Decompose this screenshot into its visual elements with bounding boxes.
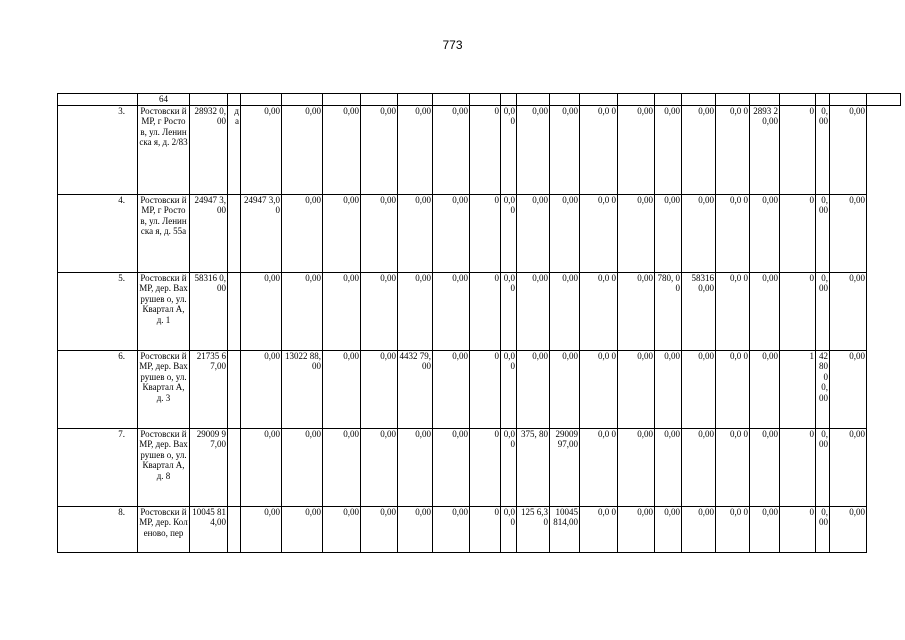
value-cell: 4432 79,00	[398, 350, 433, 428]
row-number: 5.	[58, 272, 138, 350]
value-cell: 0,00	[241, 272, 282, 350]
value-cell: 0,00	[655, 428, 682, 506]
value-cell: 0,0 0	[716, 428, 750, 506]
value-cell: 0,00	[241, 350, 282, 428]
value-cell: 0	[780, 506, 816, 552]
value-cell: 0,00	[655, 506, 682, 552]
value-cell: 375, 80	[517, 428, 550, 506]
address-cell: Ростовски й МР, дер. Вахрушев о, ул. Квартал А, д. 3	[138, 350, 190, 428]
value-cell: 0	[780, 272, 816, 350]
value-cell: 0,00	[361, 428, 398, 506]
value-cell: 0,00	[323, 272, 361, 350]
value-cell: 29009 97,00	[190, 428, 228, 506]
value-cell: 0,00	[241, 105, 282, 194]
value-cell: 0,00	[323, 350, 361, 428]
value-cell: 0,00	[816, 506, 830, 552]
value-cell: 0,00	[618, 105, 655, 194]
value-cell: 24947 3,00	[241, 194, 282, 272]
value-cell: 0,00	[398, 428, 433, 506]
value-cell: 0,00	[830, 506, 867, 552]
value-cell: 0,00	[433, 506, 470, 552]
value-cell: 0,00	[433, 194, 470, 272]
value-cell: 0,00	[398, 506, 433, 552]
value-cell: 0,00	[398, 272, 433, 350]
table-cell	[58, 94, 138, 106]
value-cell	[228, 428, 241, 506]
value-cell: 29009 97,00	[550, 428, 580, 506]
value-cell: 0,00	[361, 506, 398, 552]
value-cell: 0,00	[682, 506, 716, 552]
value-cell: 0,00	[501, 350, 517, 428]
value-cell: 0,00	[618, 428, 655, 506]
value-cell: 4280 00,00	[816, 350, 830, 428]
value-cell: 10045 814,00	[550, 506, 580, 552]
value-cell: 0,00	[750, 350, 780, 428]
value-cell: 0,00	[816, 194, 830, 272]
address-cell: Ростовски й МР, г Ростов, ул. Ленинска я, д. 2/83	[138, 105, 190, 194]
value-cell: 21735 67,00	[190, 350, 228, 428]
value-cell: 0,00	[830, 350, 867, 428]
value-cell: 0,00	[750, 428, 780, 506]
value-cell: 58316 0,00	[682, 272, 716, 350]
value-cell: 0,00	[433, 428, 470, 506]
value-cell	[228, 506, 241, 552]
value-cell: 0,00	[618, 272, 655, 350]
value-cell: 0,0 0	[716, 105, 750, 194]
value-cell: 0	[780, 428, 816, 506]
value-cell: 0,00	[550, 105, 580, 194]
value-cell: 0,00	[433, 350, 470, 428]
value-cell: 0,00	[398, 194, 433, 272]
value-cell: 0,00	[816, 272, 830, 350]
value-cell: 0,00	[682, 105, 716, 194]
value-cell: 0,00	[282, 272, 323, 350]
value-cell: 0,0 0	[580, 105, 618, 194]
value-cell: 0,00	[655, 105, 682, 194]
table-row	[58, 428, 901, 506]
value-cell: 0,0 0	[716, 506, 750, 552]
value-cell: 0,00	[682, 350, 716, 428]
value-cell: 0	[470, 350, 501, 428]
value-cell: 0,00	[282, 194, 323, 272]
value-cell: 0,00	[323, 506, 361, 552]
value-cell: 0,00	[618, 506, 655, 552]
value-cell: 0,0 0	[580, 350, 618, 428]
value-cell: 1	[780, 350, 816, 428]
value-cell: 0,00	[323, 428, 361, 506]
table-row	[58, 194, 901, 272]
value-cell: 0,00	[433, 105, 470, 194]
row-number: 6.	[58, 350, 138, 428]
value-cell: 0,00	[361, 105, 398, 194]
value-cell: 0,00	[433, 272, 470, 350]
value-cell: 0,00	[282, 105, 323, 194]
address-cell: Ростовски й МР, дер. Вахрушев о, ул. Квартал А, д. 1	[138, 272, 190, 350]
value-cell: 0,00	[618, 350, 655, 428]
value-cell: 0,00	[323, 194, 361, 272]
value-cell: 0	[780, 105, 816, 194]
value-cell: 0,0 0	[716, 272, 750, 350]
value-cell: 0,00	[830, 105, 867, 194]
value-cell: 125 6,30	[517, 506, 550, 552]
value-cell: 0,00	[501, 272, 517, 350]
value-cell: 0,00	[361, 272, 398, 350]
value-cell: 0,00	[750, 194, 780, 272]
table-row	[58, 94, 901, 106]
table-row	[58, 506, 901, 552]
value-cell: 0,00	[750, 506, 780, 552]
value-cell: 0,00	[682, 194, 716, 272]
value-cell: 0,00	[241, 428, 282, 506]
value-cell: 0,00	[517, 194, 550, 272]
row-number: 7.	[58, 428, 138, 506]
value-cell: 0,00	[830, 194, 867, 272]
value-cell: 10045 814,00	[190, 506, 228, 552]
value-cell: 0	[470, 105, 501, 194]
value-cell: 58316 0,00	[190, 272, 228, 350]
value-cell: 0	[470, 194, 501, 272]
value-cell: 0,00	[361, 350, 398, 428]
address-cell: Ростовски й МР, г Ростов, ул. Ленинска я, д. 55а	[138, 194, 190, 272]
value-cell: 0,00	[655, 194, 682, 272]
value-cell: 24947 3,00	[190, 194, 228, 272]
value-cell: 0,0 0	[716, 194, 750, 272]
value-cell: 0	[470, 272, 501, 350]
row-number: 4.	[58, 194, 138, 272]
value-cell: 0,00	[241, 506, 282, 552]
value-cell: 28932 0,00	[190, 105, 228, 194]
value-cell	[228, 194, 241, 272]
value-cell: 0,00	[501, 506, 517, 552]
table-row	[58, 350, 901, 428]
row-number: 3.	[58, 105, 138, 194]
address-cell: Ростовски й МР, дер. Вахрушев о, ул. Квартал А, д. 8	[138, 428, 190, 506]
value-cell: д а	[228, 105, 241, 194]
value-cell: 0,0 0	[580, 506, 618, 552]
value-cell: 0,00	[550, 272, 580, 350]
value-cell: 0,00	[517, 272, 550, 350]
value-cell: 0,0 0	[716, 350, 750, 428]
table-row	[58, 105, 901, 194]
value-cell: 0,00	[550, 350, 580, 428]
value-cell	[228, 350, 241, 428]
value-cell: 0,00	[550, 194, 580, 272]
value-cell: 0,0 0	[580, 272, 618, 350]
value-cell: 0	[470, 506, 501, 552]
value-cell	[228, 272, 241, 350]
address-cell: Ростовски й МР, дер. Коленово, пер	[138, 506, 190, 552]
value-cell: 2893 20,00	[750, 105, 780, 194]
value-cell: 0	[470, 428, 501, 506]
value-cell: 0,00	[517, 105, 550, 194]
value-cell: 0,00	[398, 105, 433, 194]
value-cell: 0,0 0	[580, 194, 618, 272]
value-cell: 0,00	[323, 105, 361, 194]
table-cell: 64	[138, 94, 190, 106]
value-cell: 0,00	[501, 194, 517, 272]
data-table	[57, 93, 901, 553]
value-cell: 780, 00	[655, 272, 682, 350]
row-number: 8.	[58, 506, 138, 552]
value-cell: 0,00	[282, 428, 323, 506]
value-cell: 0,00	[517, 350, 550, 428]
table-row	[58, 272, 901, 350]
value-cell: 0	[780, 194, 816, 272]
value-cell: 0,00	[816, 428, 830, 506]
value-cell: 0,00	[282, 506, 323, 552]
value-cell: 0,00	[655, 350, 682, 428]
value-cell: 0,00	[361, 194, 398, 272]
page-number: 773	[442, 38, 463, 52]
value-cell: 0,0 0	[580, 428, 618, 506]
value-cell: 13022 88,00	[282, 350, 323, 428]
value-cell: 0,00	[830, 272, 867, 350]
value-cell: 0,00	[618, 194, 655, 272]
value-cell: 0,00	[750, 272, 780, 350]
value-cell: 0,00	[501, 105, 517, 194]
value-cell: 0,00	[830, 428, 867, 506]
value-cell: 0,00	[682, 428, 716, 506]
value-cell: 0,00	[816, 105, 830, 194]
value-cell: 0,00	[501, 428, 517, 506]
